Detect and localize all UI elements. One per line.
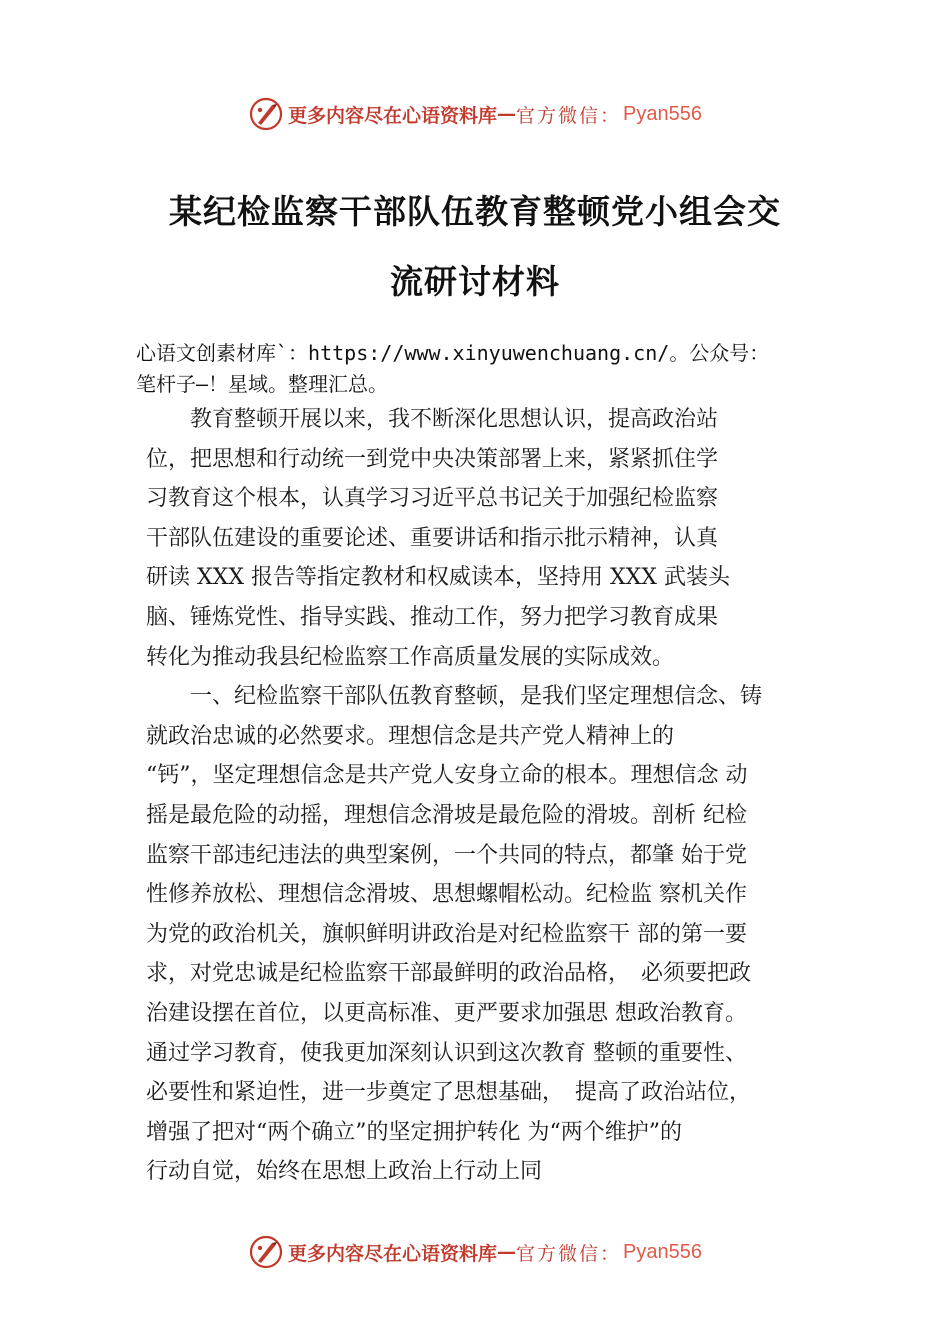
document-title-line-2: 流研讨材料 — [390, 262, 560, 301]
body-line: 通过学习教育，使我更加深刻认识到这次教育 整顿的重要性、 — [146, 1040, 747, 1066]
pen-logo-icon — [248, 1234, 284, 1270]
banner-wechat-label: 官方微信： — [516, 1242, 622, 1265]
body-line: 必要性和紧迫性，进一步奠定了思想基础， 提高了政治站位， — [146, 1080, 752, 1106]
body-line: 位，把思想和行动统一到党中央决策部署上来，紧紧抓住学 — [146, 446, 719, 472]
document-title-line-1: 某纪检监察干部队伍教育整顿党小组会交 — [169, 192, 781, 231]
body-line: 监察干部违纪违法的典型案例，一个共同的特点，都肇 始于党 — [146, 842, 747, 868]
body-line: 增强了把对“两个确立”的坚定拥护转化 为“两个维护”的 — [146, 1119, 682, 1145]
banner-wechat-id: Pyan556 — [623, 1240, 702, 1263]
banner-main-text: 更多内容尽在心语资料库 — [288, 1242, 498, 1265]
body-line: 就政治忠诚的必然要求。理想信念是共产党人精神上的 — [146, 723, 675, 749]
banner-text — [288, 1239, 702, 1266]
body-line: 脑、锤炼党性、指导实践、推动工作，努力把学习教育成果 — [146, 604, 719, 630]
body-line: 教育整顿开展以来，我不断深化思想认识，提高政治站 — [146, 407, 719, 432]
banner-wechat-id: Pyan556 — [623, 102, 702, 125]
pen-logo-icon — [248, 96, 284, 132]
body-line: 干部队伍建设的重要论述、重要讲话和指示批示精神，认真 — [146, 525, 719, 551]
body-line: 性修养放松、理想信念滑坡、思想螺帽松动。纪检监 察机关作 — [146, 882, 747, 908]
body-line: 摇是最危险的动摇，理想信念滑坡是最危险的滑坡。剖析 纪检 — [146, 802, 747, 828]
body-line: 一、纪检监察干部队伍教育整顿，是我们坚定理想信念、铸 — [146, 684, 763, 710]
source-note-line-2: 笔杆子—！星域。整理汇总。 — [136, 372, 389, 396]
body-line: 求，对党忠诚是纪检监察干部最鲜明的政治品格， 必须要把政 — [146, 961, 752, 987]
banner-separator: — — [497, 103, 517, 125]
body-line: 习教育这个根本，认真学习习近平总书记关于加强纪检监察 — [146, 486, 719, 512]
banner-separator: — — [497, 1241, 517, 1263]
banner-wechat-label: 官方微信： — [516, 104, 622, 127]
body-line: 转化为推动我县纪检监察工作高质量发展的实际成效。 — [146, 644, 675, 670]
source-note — [136, 338, 856, 400]
banner-main-text: 更多内容尽在心语资料库 — [288, 104, 498, 127]
body-text — [146, 400, 846, 1192]
footer-banner — [0, 1230, 950, 1274]
body-line: 为党的政治机关，旗帜鲜明讲政治是对纪检监察干 部的第一要 — [146, 921, 747, 947]
header-banner — [0, 92, 950, 136]
body-line: “钙”，坚定理想信念是共产党人安身立命的根本。理想信念 动 — [146, 763, 748, 789]
source-note-line-1: 心语文创素材库`：https://www.xinyuwenchuang.cn/。公众号： — [136, 341, 770, 365]
body-line: 行动自觉，始终在思想上政治上行动上同 — [146, 1159, 543, 1185]
banner-text — [288, 101, 702, 128]
body-line: 研读 XXX 报告等指定教材和权威读本，坚持用 XXX 武装头 — [146, 565, 730, 591]
body-line: 治建设摆在首位，以更高标准、更严要求加强思 想政治教育。 — [146, 1000, 747, 1026]
